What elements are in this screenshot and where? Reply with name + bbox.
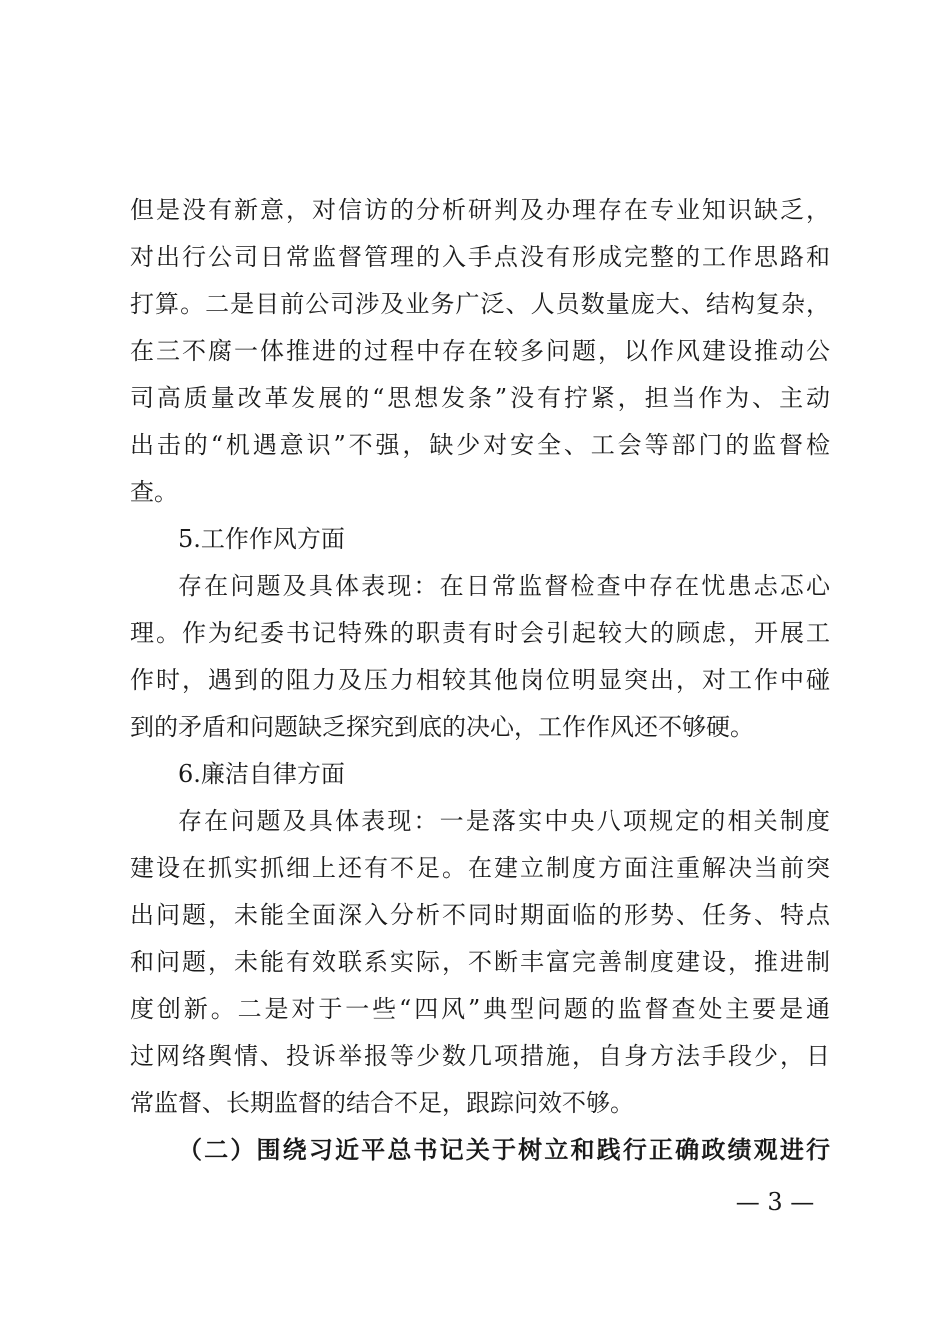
paragraph-line: 存在问题及具体表现：一是落实中央八项规定的相关制度	[178, 807, 830, 835]
page-number: — 3 —	[735, 1188, 815, 1216]
paragraph-line: 作时，遇到的阻力及压力相较其他岗位明显突出，对工作中碰	[130, 666, 830, 694]
paragraph-line: 存在问题及具体表现：在日常监督检查中存在忧患忐忑心	[178, 572, 830, 600]
paragraph-line: 常监督、长期监督的结合不足，跟踪问效不够。	[130, 1089, 634, 1117]
paragraph-line: 打算。二是目前公司涉及业务广泛、人员数量庞大、结构复杂，	[130, 290, 830, 318]
paragraph-line: 对出行公司日常监督管理的入手点没有形成完整的工作思路和	[130, 243, 830, 271]
paragraph-line: 出问题，未能全面深入分析不同时期面临的形势、任务、特点	[130, 901, 830, 929]
paragraph-line: 理。作为纪委书记特殊的职责有时会引起较大的顾虑，开展工	[130, 619, 830, 647]
paragraph-line: 过网络舆情、投诉举报等少数几项措施，自身方法手段少，日	[130, 1042, 830, 1070]
paragraph-line: 在三不腐一体推进的过程中存在较多问题，以作风建设推动公	[130, 337, 830, 365]
paragraph-line: 到的矛盾和问题缺乏探究到底的决心，工作作风还不够硬。	[130, 713, 754, 741]
section-heading: 5.工作作风方面	[178, 525, 345, 553]
subsection-heading: （二）围绕习近平总书记关于树立和践行正确政绩观进行	[178, 1135, 830, 1164]
paragraph-line: 查。	[130, 478, 178, 506]
paragraph-line: 但是没有新意，对信访的分析研判及办理存在专业知识缺乏，	[130, 196, 830, 224]
section-heading: 6.廉洁自律方面	[178, 760, 345, 788]
paragraph-line: 建设在抓实抓细上还有不足。在建立制度方面注重解决当前突	[130, 854, 830, 882]
paragraph-line: 司高质量改革发展的“思想发条”没有拧紧，担当作为、主动	[130, 384, 830, 412]
paragraph-line: 度创新。二是对于一些“四风”典型问题的监督查处主要是通	[130, 995, 830, 1023]
paragraph-line: 和问题，未能有效联系实际，不断丰富完善制度建设，推进制	[130, 948, 830, 976]
paragraph-line: 出击的“机遇意识”不强，缺少对安全、工会等部门的监督检	[130, 431, 830, 459]
